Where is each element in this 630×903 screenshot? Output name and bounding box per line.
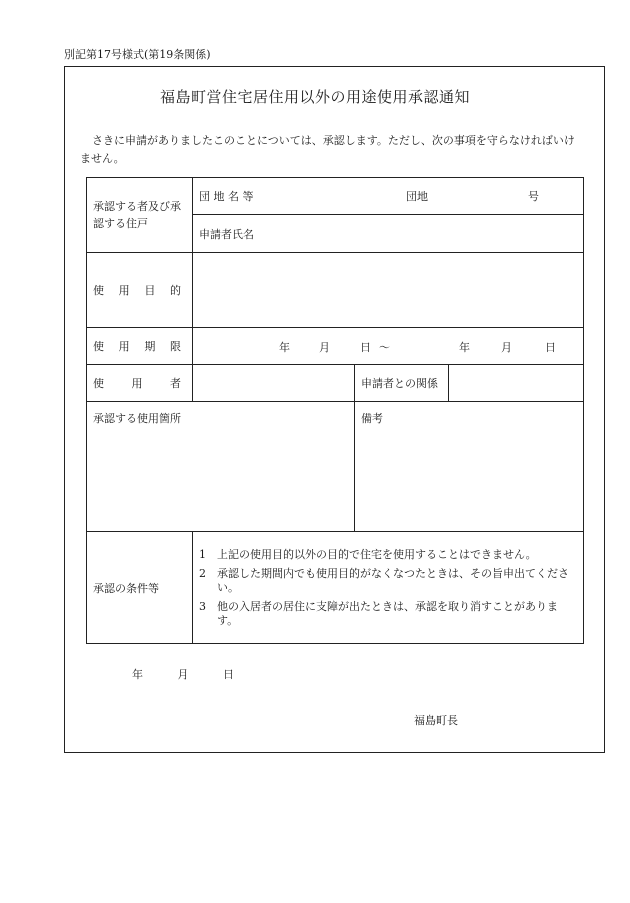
remarks-label: 備考 — [361, 412, 383, 425]
period-value-cell — [193, 328, 584, 365]
approved-person-label: 承認する者及び承認する住戸 — [93, 200, 181, 230]
conditions-label-cell — [87, 532, 193, 644]
conditions-list-cell — [193, 532, 584, 644]
condition-number: 3 — [199, 599, 206, 613]
date-month: 月 — [177, 668, 189, 681]
purpose-label-cell — [87, 253, 193, 328]
period-month-start: 月 — [319, 341, 330, 354]
relation-label-cell — [355, 365, 449, 402]
page-title: 福島町営住宅居住用以外の用途使用承認通知 — [159, 88, 470, 106]
relation-value-cell — [449, 365, 584, 402]
condition-text: 上記の使用目的以外の目的で住宅を使用することはできません。 — [217, 547, 537, 561]
purpose-value-cell — [193, 253, 584, 328]
period-year-start: 年 — [279, 341, 290, 354]
conditions-label: 承認の条件等 — [93, 581, 159, 595]
relation-label: 申請者との関係 — [361, 377, 438, 390]
applicant-name-label: 申請者氏名 — [199, 227, 254, 241]
period-day-end: 日 — [545, 341, 556, 354]
location-label: 承認する使用箇所 — [93, 412, 181, 425]
condition-number: 2 — [199, 566, 206, 580]
condition-text: 他の入居者の居住に支障が出たときは、承認を取り消すことがあります。 — [217, 599, 558, 627]
list-item — [199, 567, 577, 595]
period-year-end: 年 — [459, 341, 470, 354]
period-label-cell — [87, 328, 193, 365]
danchi-name-label: 団 地 名 等 — [199, 190, 254, 203]
form-number-label: 別記第17号様式(第19条関係) — [64, 48, 211, 61]
approval-table — [86, 177, 584, 644]
user-value-cell — [193, 365, 355, 402]
period-day-start: 日 — [360, 341, 371, 354]
user-label: 使 用 者 — [93, 377, 181, 390]
intro-paragraph: さきに申請がありましたこのことについては、承認します。ただし、次の事項を守らなければいけません。 — [80, 134, 575, 165]
period-label: 使 用 期 限 — [93, 340, 181, 353]
go-label: 号 — [528, 190, 539, 203]
danchi-name-cell — [193, 178, 584, 215]
period-month-end: 月 — [501, 341, 512, 354]
issuer-name: 福島町長 — [414, 714, 458, 727]
remarks-cell — [355, 402, 584, 532]
user-label-cell — [87, 365, 193, 402]
danchi-label: 団地 — [406, 190, 428, 203]
issue-date — [132, 666, 234, 682]
date-year: 年 — [132, 668, 143, 681]
list-item — [199, 600, 577, 628]
location-cell — [87, 402, 355, 532]
conditions-list — [199, 548, 577, 628]
approved-person-label-cell — [87, 178, 193, 253]
purpose-label: 使 用 目 的 — [93, 284, 181, 297]
period-tilde: ～ — [379, 341, 390, 354]
condition-text: 承認した期間内でも使用目的がなくなつたときは、その旨申出てください。 — [217, 566, 569, 594]
condition-number: 1 — [199, 547, 206, 561]
date-day: 日 — [223, 668, 234, 681]
applicant-name-cell — [193, 215, 584, 253]
list-item — [199, 548, 577, 562]
